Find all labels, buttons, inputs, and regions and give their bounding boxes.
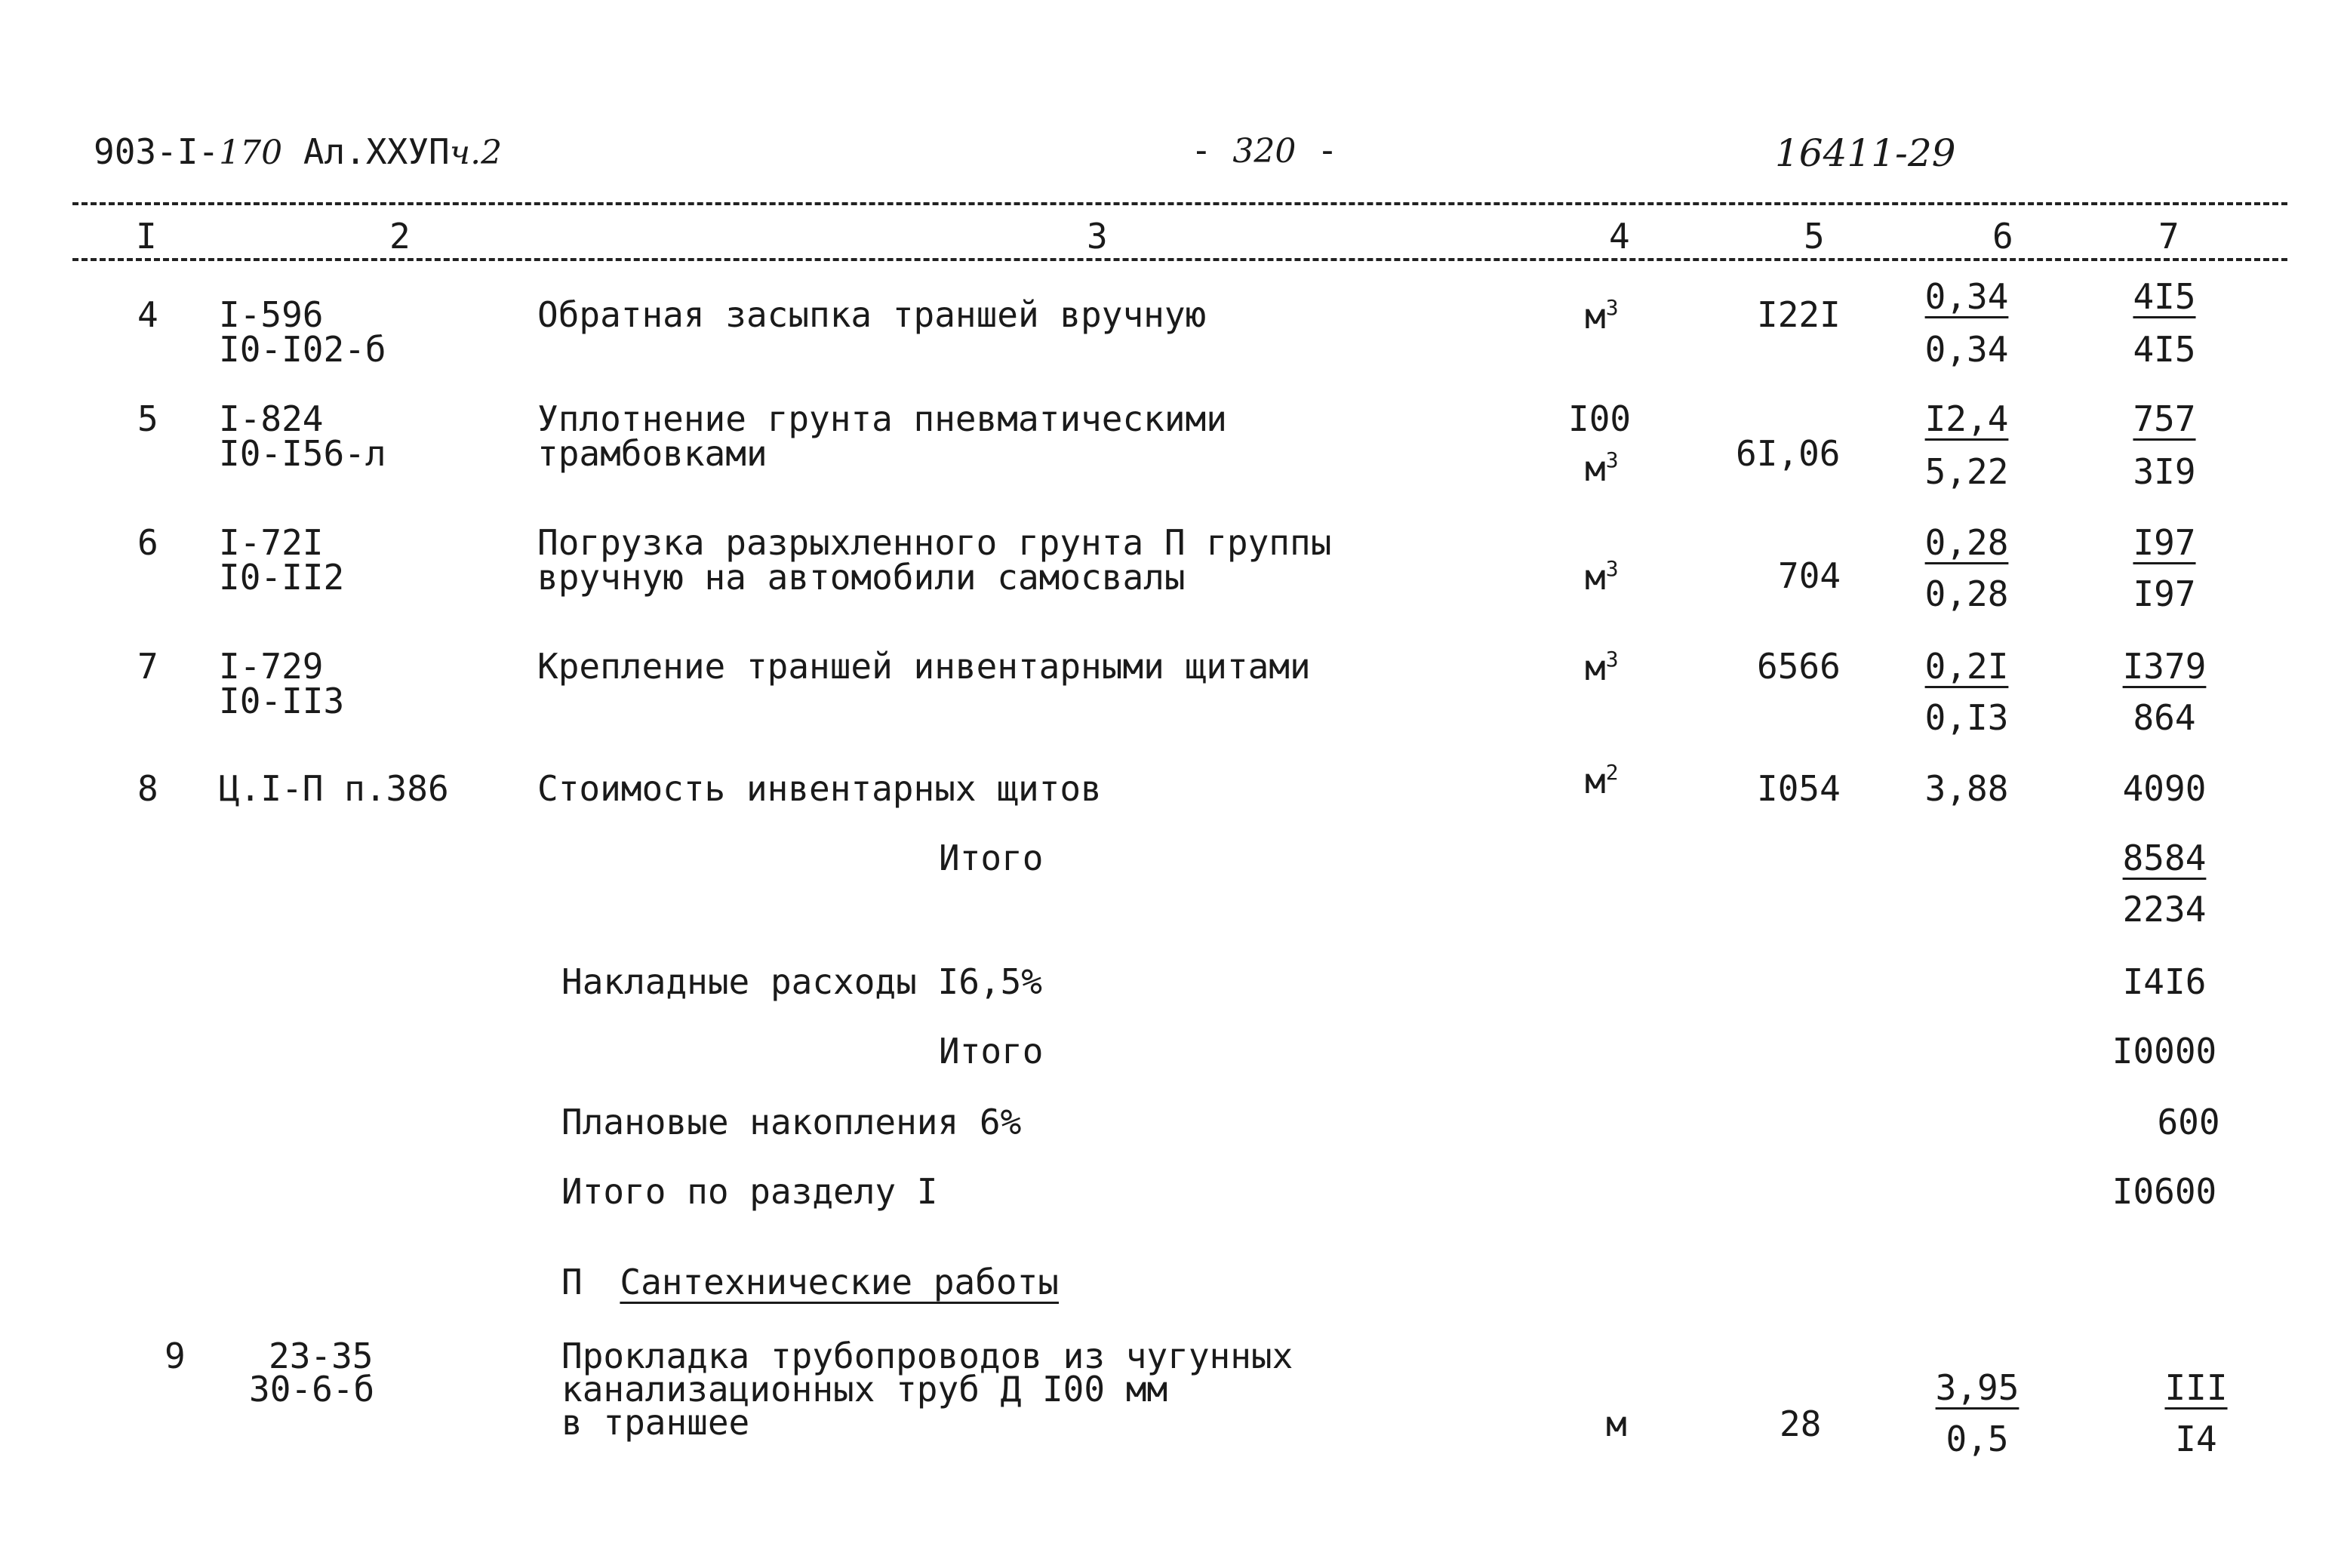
row-cost-wages: I97 xyxy=(2133,573,2196,614)
row-description-line2: трамбовками xyxy=(537,433,767,474)
column-header-2: 2 xyxy=(389,216,411,257)
section-title: Сантехнические работы xyxy=(620,1262,1059,1302)
row-code-secondary: 30-6-б xyxy=(249,1369,375,1410)
row-unit: $м^2$ xyxy=(1585,760,1619,801)
page-dash-left: - xyxy=(1191,130,1212,171)
row-unit: $м^3$ xyxy=(1585,647,1619,688)
row-price-total: 3,88 xyxy=(1924,768,2009,809)
row-description: Крепление траншей инвентарными щитами xyxy=(537,646,1311,687)
document-code xyxy=(94,131,503,172)
row-cost-total: I379 xyxy=(2122,646,2207,687)
planned-savings-value: 600 xyxy=(2157,1102,2220,1142)
row-description-line2: вручную на автомобили самосвалы xyxy=(537,557,1186,598)
row-quantity: I054 xyxy=(1757,768,1841,809)
row-cost-wages: 4I5 xyxy=(2133,329,2196,370)
subtotal-value: 8584 xyxy=(2122,838,2207,878)
column-header-6: 6 xyxy=(1992,216,2013,257)
column-header-4: 4 xyxy=(1609,216,1630,257)
row-number: 9 xyxy=(165,1336,186,1376)
row-code-secondary: I0-I02-б xyxy=(219,329,386,370)
row-code-secondary: I0-I56-л xyxy=(219,433,386,474)
row-quantity: 704 xyxy=(1778,555,1841,596)
row-unit: м xyxy=(1606,1404,1627,1444)
column-header-1: I xyxy=(136,216,157,257)
row-code-secondary: I0-II2 xyxy=(219,557,345,598)
section-total-value: I0600 xyxy=(2112,1171,2217,1212)
row-price-total: I2,4 xyxy=(1924,398,2009,439)
row-cost-total: I97 xyxy=(2133,522,2196,563)
row-cost-wages: 3I9 xyxy=(2133,451,2196,492)
row-quantity: 28 xyxy=(1780,1404,1822,1444)
row-price-total: 0,34 xyxy=(1924,276,2009,317)
row-unit: $м^3$ xyxy=(1585,447,1619,489)
row-code-primary: 23-35 xyxy=(269,1336,374,1376)
row-unit-multiplier: I00 xyxy=(1568,398,1632,439)
row-description: Обратная засыпка траншей вручную xyxy=(537,294,1207,335)
row-quantity: 6I,06 xyxy=(1736,433,1841,474)
section-roman-numeral: П xyxy=(561,1262,583,1302)
column-header-3: 3 xyxy=(1087,216,1108,257)
row-quantity: 6566 xyxy=(1757,646,1841,687)
row-code-primary: Ц.I-П п.386 xyxy=(219,768,449,809)
row-unit: $м^3$ xyxy=(1585,556,1619,598)
column-header-7: 7 xyxy=(2158,216,2179,257)
row-code-primary: I-596 xyxy=(219,294,324,335)
row-code-primary: I-72I xyxy=(219,522,324,563)
row-cost-total: 757 xyxy=(2133,398,2196,439)
section-heading xyxy=(561,1262,1059,1302)
row-description: Стоимость инвентарных щитов xyxy=(537,768,1102,809)
page-number-handwritten: 320 xyxy=(1232,132,1297,171)
row-price-wages: 0,5 xyxy=(1946,1419,2009,1459)
row-cost-total: 4I5 xyxy=(2133,276,2196,317)
inventory-number: 16411-29 xyxy=(1775,131,1956,175)
row-number: 8 xyxy=(137,768,158,809)
subtotal-label: Итого xyxy=(939,838,1044,878)
row-cost-wages: 864 xyxy=(2133,697,2196,738)
page-dash-right: - xyxy=(1317,130,1338,171)
row-code-primary: I-824 xyxy=(219,398,324,439)
column-header-5: 5 xyxy=(1804,216,1825,257)
row-description-line2: канализационных труб Д I00 мм xyxy=(561,1369,1168,1410)
row-code-primary: I-729 xyxy=(219,646,324,687)
album-code: Ал.ХХУП xyxy=(282,131,450,172)
subtotal-wages-value: 2234 xyxy=(2122,889,2207,930)
header-divider-bottom xyxy=(72,258,2287,261)
subtotal2-label: Итого xyxy=(939,1031,1044,1071)
planned-savings-label: Плановые накопления 6% xyxy=(561,1102,1022,1142)
doc-code-handwritten: 170 xyxy=(219,134,283,172)
row-cost-total: 4090 xyxy=(2122,768,2207,809)
row-price-wages: 0,34 xyxy=(1924,329,2009,370)
row-price-wages: 5,22 xyxy=(1924,451,2009,492)
subtotal2-value: I0000 xyxy=(2112,1031,2217,1071)
row-price-total: 3,95 xyxy=(1935,1367,2019,1408)
section-total-label: Итого по разделу I xyxy=(561,1171,938,1212)
row-price-wages: 0,I3 xyxy=(1924,697,2009,738)
row-number: 6 xyxy=(137,522,158,563)
row-number: 4 xyxy=(137,294,158,335)
row-price-total: 0,2I xyxy=(1924,646,2009,687)
row-unit: $м^3$ xyxy=(1585,295,1619,337)
album-part-handwritten: ч.2 xyxy=(449,134,503,172)
overhead-value: I4I6 xyxy=(2122,961,2207,1002)
overhead-label: Накладные расходы I6,5% xyxy=(561,961,1042,1002)
row-code-secondary: I0-II3 xyxy=(219,681,345,721)
row-description-line1: Прокладка трубопроводов из чугунных xyxy=(561,1336,1294,1376)
row-cost-wages: I4 xyxy=(2175,1419,2217,1459)
row-description-line1: Уплотнение грунта пневматическими xyxy=(537,398,1227,439)
row-number: 7 xyxy=(137,646,158,687)
row-description-line1: Погрузка разрыхленного грунта П группы xyxy=(537,522,1332,563)
row-description-line3: в траншее xyxy=(561,1402,750,1443)
row-cost-total: III xyxy=(2164,1367,2228,1408)
doc-code-printed: 903-I- xyxy=(94,131,220,172)
row-price-wages: 0,28 xyxy=(1924,573,2009,614)
row-number: 5 xyxy=(137,398,158,439)
page-number xyxy=(1191,130,1338,171)
row-price-total: 0,28 xyxy=(1924,522,2009,563)
header-divider-top xyxy=(72,202,2287,205)
row-quantity: I22I xyxy=(1757,294,1841,335)
